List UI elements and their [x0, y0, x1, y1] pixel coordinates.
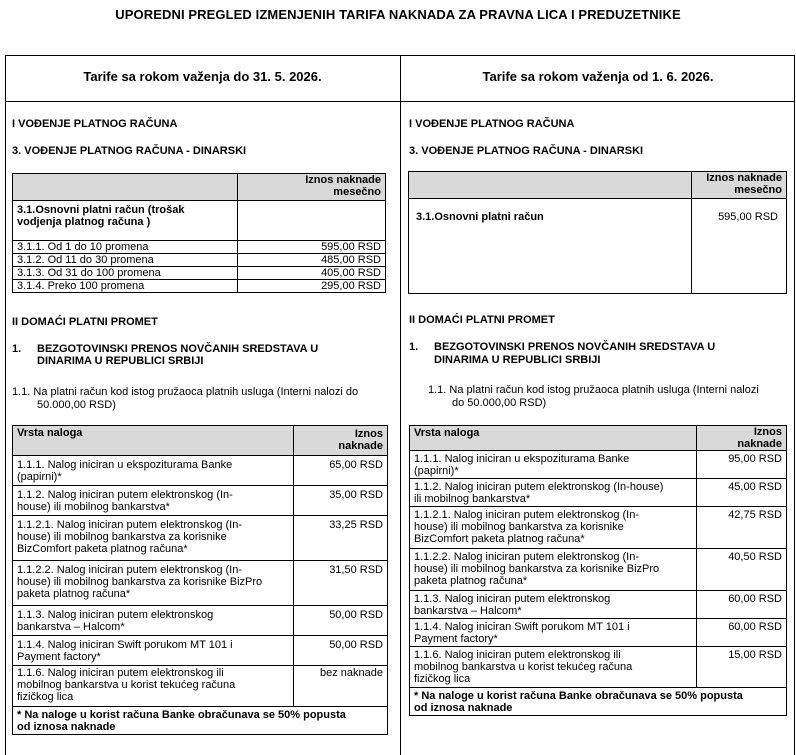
order-label-line2: ili mobilnog bankarstva*	[414, 493, 531, 505]
order-label-line2: bankarstva – Halcom*	[414, 605, 522, 617]
fee-header-line1: Iznos naknade	[706, 172, 782, 184]
order-label-line3: fizičkog lica	[414, 673, 471, 685]
order-value: 60,00 RSD	[697, 619, 787, 647]
order-value: 40,50 RSD	[697, 549, 787, 591]
order-label-cell	[410, 619, 697, 647]
table-row	[13, 241, 386, 254]
left-orders-table	[12, 425, 388, 735]
order-label-line2: Payment factory*	[414, 633, 498, 645]
order-label-line1: 1.1.2.2. Nalog iniciran putem elektronskog (In-	[17, 564, 243, 576]
order-label-line1: 1.1.6. Nalog iniciran putem elektronskog ili	[17, 667, 224, 679]
order-label-cell	[410, 591, 697, 619]
orders-header-type: Vrsta naloga	[410, 426, 697, 451]
order-value: bez naknade	[294, 666, 388, 707]
order-label-cell	[410, 507, 697, 549]
order-label-line1: 1.1.2.2. Nalog iniciran putem elektronskog (In-	[414, 551, 640, 563]
order-label-line1: 1.1.1. Nalog iniciran u ekspoziturama Banke	[17, 459, 233, 471]
fee-header-cell	[692, 172, 787, 199]
fee-header-line2: mesečno	[734, 184, 782, 196]
account-row-label: 3.1.4. Preko 100 promena	[13, 280, 238, 293]
order-label-line2: Payment factory*	[17, 651, 101, 663]
fee-header-line2: mesečno	[333, 186, 381, 198]
order-label-cell	[13, 516, 294, 561]
order-value: 50,00 RSD	[294, 606, 388, 636]
fee-header-line1: Iznos naknade	[305, 174, 381, 186]
account-label-line2: vodjenja platnog računa )	[17, 216, 151, 228]
order-label-line1: 1.1.3. Nalog iniciran putem elektronskog	[17, 609, 214, 621]
order-value: 60,00 RSD	[697, 591, 787, 619]
table-row	[410, 591, 787, 619]
table-row	[13, 636, 388, 666]
account-row-value: 405,00 RSD	[238, 267, 386, 280]
order-label-cell	[410, 549, 697, 591]
left-section1-subheading: 3. VOĐENJE PLATNOG RAČUNA - DINARSKI	[12, 145, 247, 157]
table-row	[13, 254, 386, 267]
orders-header-fee-line2: naknade	[338, 440, 383, 452]
footnote-cell	[13, 707, 388, 735]
order-label-line1: 1.1.2. Nalog iniciran putem elektronskog (In-house)	[414, 481, 664, 493]
table-row	[410, 647, 787, 688]
order-label-line2: (papirni)*	[414, 465, 459, 477]
left-sub1-number: 1.	[12, 343, 22, 355]
left-column-heading: Tarife sa rokom važenja do 31. 5. 2026.	[83, 69, 322, 84]
left-section1-heading: I VOĐENJE PLATNOG RAČUNA	[12, 118, 178, 130]
order-label-line1: 1.1.4. Nalog iniciran Swift porukom MT 101 i	[17, 639, 233, 651]
table-row	[410, 688, 787, 716]
right-sub1-line1: BEZGOTOVINSKI PRENOS NOVČANIH SREDSTAVA U	[434, 341, 716, 353]
order-label-line3: paketa platnog računa*	[17, 588, 131, 600]
order-label-line2: house) ili mobilnog bankarstva za korisnike BizPro	[17, 576, 263, 588]
account-row-value: 485,00 RSD	[238, 254, 386, 267]
order-label-line1: 1.1.2. Nalog iniciran putem elektronskog (In-	[17, 489, 233, 501]
footnote-line1: * Na naloge u korist računa Banke obračunava se 50% popusta	[17, 709, 346, 721]
table-cell	[238, 201, 386, 241]
table-row	[13, 666, 388, 707]
table-row	[13, 516, 388, 561]
order-label-line3: BizComfort paketa platnog računa*	[414, 533, 585, 545]
order-label-line3: fizičkog lica	[17, 691, 74, 703]
order-label-cell	[13, 606, 294, 636]
order-label-cell	[410, 451, 697, 479]
order-label-line2: house) ili mobilnog bankarstva za korisnike	[414, 521, 624, 533]
order-label-line2: mobilnog bankarstva u korist tekućeg računa	[414, 661, 633, 673]
left-account-table	[12, 173, 386, 293]
right-sub11-line1: 1.1. Na platni račun kod istog pružaoca platnih usluga (Interni nalozi	[428, 384, 759, 396]
table-row	[13, 707, 388, 735]
order-label-line2: bankarstva – Halcom*	[17, 621, 125, 633]
order-label-line1: 1.1.2.1. Nalog iniciran putem elektronskog (In-	[414, 509, 640, 521]
right-orders-table	[409, 425, 787, 716]
right-column-heading: Tarife sa rokom važenja od 1. 6. 2026.	[482, 69, 714, 84]
order-label-line1: 1.1.2.1. Nalog iniciran putem elektronskog (In-	[17, 519, 243, 531]
right-section1-heading: I VOĐENJE PLATNOG RAČUNA	[409, 118, 575, 130]
left-sub1-line2: DINARIMA U REPUBLICI SRBIJI	[37, 355, 204, 367]
order-label-line2: house) ili mobilnog bankarstva za korisnike BizPro	[414, 563, 660, 575]
table-row	[410, 549, 787, 591]
orders-header-fee-line1: Iznos	[753, 426, 782, 438]
left-section2-heading: II DOMAĆI PLATNI PROMET	[12, 316, 158, 328]
order-value: 42,75 RSD	[697, 507, 787, 549]
table-row	[13, 456, 388, 486]
right-account-table	[408, 171, 787, 294]
order-label-line1: 1.1.1. Nalog iniciran u ekspoziturama Banke	[414, 453, 630, 465]
table-row	[13, 267, 386, 280]
orders-header-type: Vrsta naloga	[13, 426, 294, 456]
order-label-cell	[13, 561, 294, 606]
account-row-value: 295,00 RSD	[238, 280, 386, 293]
table-cell	[13, 174, 238, 201]
order-value: 95,00 RSD	[697, 451, 787, 479]
order-value: 50,00 RSD	[294, 636, 388, 666]
right-sub1-line2: DINARIMA U REPUBLICI SRBIJI	[434, 354, 601, 366]
orders-header-fee	[294, 426, 388, 456]
order-label-cell	[13, 486, 294, 516]
order-label-line2: house) ili mobilnog bankarstva*	[17, 501, 170, 513]
footnote-line2: od iznosa naknade	[17, 721, 116, 733]
header-divider	[5, 101, 795, 102]
table-row	[410, 619, 787, 647]
right-sub1-number: 1.	[409, 341, 419, 353]
table-row	[13, 486, 388, 516]
order-label-cell	[410, 479, 697, 507]
order-label-cell	[13, 666, 294, 707]
table-row	[13, 280, 386, 293]
account-row-value: 595,00 RSD	[238, 241, 386, 254]
order-label-line2: house) ili mobilnog bankarstva za korisnike	[17, 531, 227, 543]
order-label-cell	[410, 647, 697, 688]
fee-header-cell	[238, 174, 386, 201]
table-row	[13, 201, 386, 241]
order-label-line3: paketa platnog računa*	[414, 575, 528, 587]
right-section1-subheading: 3. VOĐENJE PLATNOG RAČUNA - DINARSKI	[409, 145, 644, 157]
account-row-label: 3.1.2. Od 11 do 30 promena	[13, 254, 238, 267]
order-value: 15,00 RSD	[697, 647, 787, 688]
table-row	[13, 561, 388, 606]
order-value: 35,00 RSD	[294, 486, 388, 516]
left-sub11-line1: 1.1. Na platni račun kod istog pružaoca platnih usluga (Interni nalozi do	[12, 386, 359, 398]
table-row	[13, 174, 386, 201]
table-row	[13, 606, 388, 636]
order-label-line2: (papirni)*	[17, 471, 62, 483]
orders-header-fee	[697, 426, 787, 451]
footnote-cell	[410, 688, 787, 716]
order-value: 45,00 RSD	[697, 479, 787, 507]
table-row	[410, 451, 787, 479]
footnote-line1: * Na naloge u korist računa Banke obračunava se 50% popusta	[414, 690, 743, 702]
orders-header-fee-line2: naknade	[737, 438, 782, 450]
order-label-line1: 1.1.6. Nalog iniciran putem elektronskog ili	[414, 649, 621, 661]
page-title: UPOREDNI PREGLED IZMENJENIH TARIFA NAKNADA ZA PRAVNA LICA I PREDUZETNIKE	[115, 7, 681, 22]
table-cell	[409, 172, 692, 199]
order-value: 65,00 RSD	[294, 456, 388, 486]
order-label-cell	[13, 456, 294, 486]
left-sub11-line2: 50.000,00 RSD)	[37, 399, 116, 411]
account-row-label: 3.1.1. Od 1 do 10 promena	[13, 241, 238, 254]
order-label-line1: 1.1.3. Nalog iniciran putem elektronskog	[414, 593, 611, 605]
order-label-cell	[13, 636, 294, 666]
account-value: 595,00 RSD	[692, 199, 787, 294]
table-row	[410, 479, 787, 507]
column-divider	[400, 55, 401, 755]
order-label-line1: 1.1.4. Nalog iniciran Swift porukom MT 101 i	[414, 621, 630, 633]
order-label-line3: BizComfort paketa platnog računa*	[17, 543, 188, 555]
account-row-label: 3.1.3. Od 31 do 100 promena	[13, 267, 238, 280]
account-label-cell	[13, 201, 238, 241]
table-row	[409, 199, 787, 294]
table-row	[409, 172, 787, 199]
order-value: 31,50 RSD	[294, 561, 388, 606]
order-label-line2: mobilnog bankarstva u korist tekućeg računa	[17, 679, 236, 691]
table-row	[13, 426, 388, 456]
table-row	[410, 426, 787, 451]
right-sub11-line2: do 50.000,00 RSD)	[452, 397, 547, 409]
right-section2-heading: II DOMAĆI PLATNI PROMET	[409, 314, 555, 326]
table-row	[410, 507, 787, 549]
account-label-line1: 3.1.Osnovni platni račun (trošak	[17, 204, 185, 216]
footnote-line2: od iznosa naknade	[414, 702, 513, 714]
order-value: 33,25 RSD	[294, 516, 388, 561]
account-label-cell: 3.1.Osnovni platni račun	[409, 199, 692, 294]
orders-header-fee-line1: Iznos	[354, 428, 383, 440]
left-sub1-line1: BEZGOTOVINSKI PRENOS NOVČANIH SREDSTAVA U	[37, 343, 319, 355]
